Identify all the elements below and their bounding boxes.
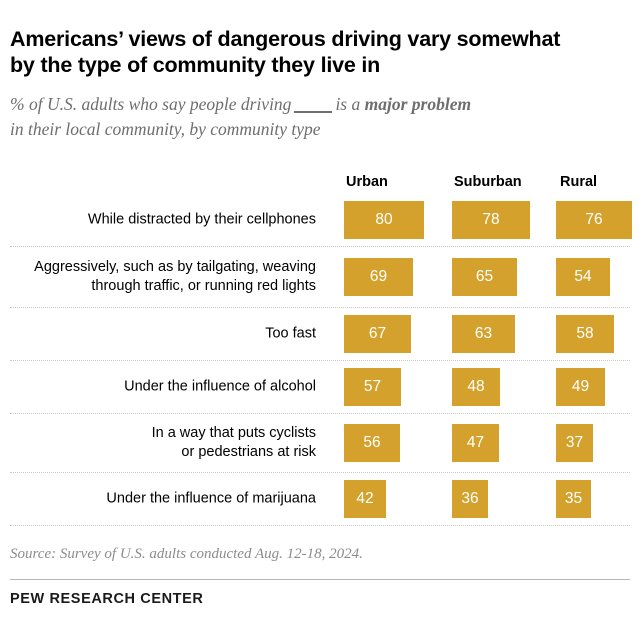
row-label-line-2: through traffic, or running red lights: [91, 278, 316, 295]
row-label-line-1: Under the influence of marijuana: [106, 490, 316, 507]
row-label: [6, 258, 316, 296]
page-title-line-1: Americans’ views of dangerous driving vary somewhat: [10, 27, 561, 51]
table-row: [10, 472, 630, 525]
source-note: Source: Survey of U.S. adults conducted Aug. 12-18, 2024.: [10, 546, 363, 563]
table-row: [10, 307, 630, 360]
bar-suburban: 65: [452, 258, 517, 296]
bar-suburban: 48: [452, 368, 500, 406]
bar-urban: 67: [344, 315, 411, 353]
subtitle-post: in their local community, by community type: [10, 119, 321, 140]
bar-rural: 37: [556, 424, 593, 462]
column-headers: [10, 164, 630, 190]
subtitle-emphasis: major problem: [364, 94, 472, 115]
column-header-rural: Rural: [560, 174, 598, 191]
bar-suburban: 63: [452, 315, 515, 353]
row-label-line-1: While distracted by their cellphones: [87, 211, 316, 228]
row-label: [6, 424, 316, 462]
page-title-line-2: by the type of community they live in: [10, 53, 381, 78]
subtitle-pre: % of U.S. adults who say people driving: [10, 94, 292, 115]
bar-rural: 49: [556, 368, 605, 406]
row-label: [6, 325, 316, 344]
bar-suburban: 78: [452, 201, 530, 239]
bar-rural: 58: [556, 315, 614, 353]
bar-urban: 80: [344, 201, 424, 239]
bar-suburban: 36: [452, 480, 488, 518]
bar-rural: 76: [556, 201, 632, 239]
row-label-line-1: Aggressively, such as by tailgating, weaving: [34, 259, 316, 276]
bar-suburban: 47: [452, 424, 499, 462]
rows-bottom-divider: [10, 525, 630, 526]
row-label-line-1: Too fast: [265, 325, 316, 342]
subtitle-blank: [294, 99, 332, 113]
row-label-line-1: In a way that puts cyclists: [151, 425, 316, 442]
row-label: [6, 211, 316, 230]
row-label: [6, 490, 316, 509]
table-row: [10, 413, 630, 472]
chart-subtitle: [10, 92, 630, 142]
row-label: [6, 378, 316, 397]
row-label-line-1: Under the influence of alcohol: [124, 378, 316, 395]
brand-label: PEW RESEARCH CENTER: [10, 591, 204, 608]
row-label-line-2: or pedestrians at risk: [181, 444, 316, 461]
footer-divider: [10, 579, 630, 580]
bar-urban: 42: [344, 480, 386, 518]
bar-urban: 69: [344, 258, 413, 296]
table-row: [10, 360, 630, 413]
page-title: [10, 0, 630, 78]
bar-rural: 54: [556, 258, 610, 296]
table-row: [10, 246, 630, 307]
column-header-urban: Urban: [346, 174, 388, 191]
bar-urban: 56: [344, 424, 400, 462]
bar-urban: 57: [344, 368, 401, 406]
subtitle-mid: is a: [335, 94, 361, 115]
column-header-suburban: Suburban: [454, 174, 522, 191]
bar-rural: 35: [556, 480, 591, 518]
table-row: [10, 194, 630, 246]
chart-rows: [10, 194, 630, 526]
